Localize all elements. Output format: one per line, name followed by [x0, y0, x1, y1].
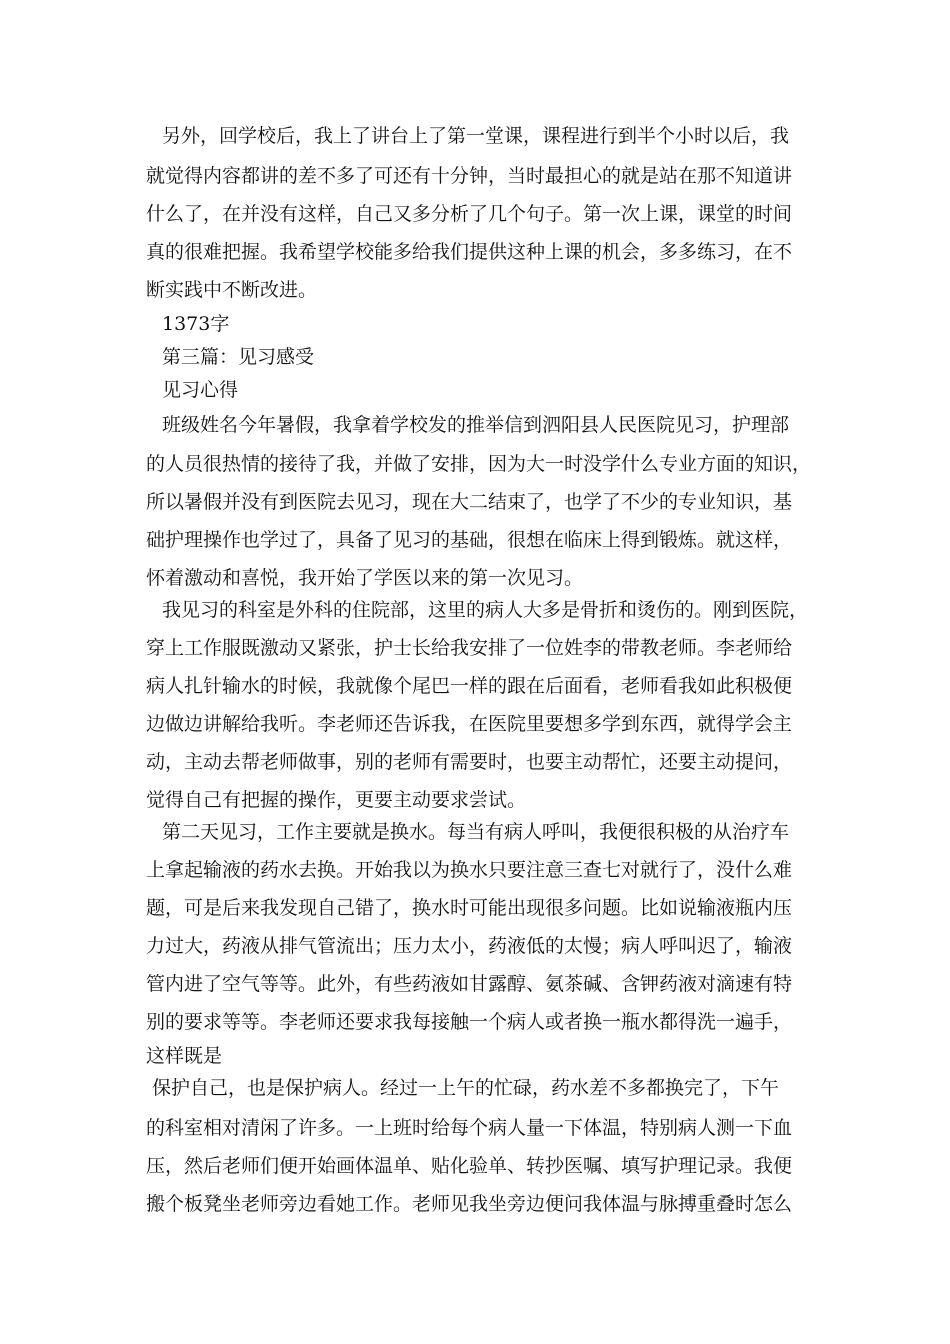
section-subtitle: 见习心得: [162, 379, 239, 401]
text-line: 第二天见习，工作主要就是换水。每当有病人呼叫，我便很积极的从治疗车: [162, 821, 790, 843]
text-line: 就觉得内容都讲的差不多了可还有十分钟，当时最担心的就是站在那不知道讲: [146, 165, 793, 187]
text-line: 这样既是: [146, 1045, 223, 1067]
text-line: 真的很难把握。我希望学校能多给我们提供这种上课的机会，多多练习，在不: [146, 241, 793, 263]
text-line: 穿上工作服既激动又紧张，护士长给我安排了一位姓李的带教老师。李老师给: [146, 637, 793, 659]
text-line: 我见习的科室是外科的住院部，这里的病人大多是骨折和烫伤的。刚到医院，: [162, 599, 809, 621]
text-line: 另外，回学校后，我上了讲台上了第一堂课，课程进行到半个小时以后，我: [162, 125, 790, 147]
text-line: 上拿起输液的药水去换。开始我以为换水只要注意三查七对就行了，没什么难: [146, 859, 793, 881]
text-line: 所以暑假并没有到医院去见习，现在大二结束了，也学了不少的专业知识，基: [146, 491, 793, 513]
text-line: 怀着激动和喜悦，我开始了学医以来的第一次见习。: [146, 567, 584, 589]
text-line: 动，主动去帮老师做事，别的老师有需要时，也要主动帮忙，还要主动提问，: [146, 751, 793, 773]
word-count: 1373字: [162, 313, 230, 335]
section-title: 第三篇：见习感受: [162, 346, 315, 368]
text-line: 别的要求等等。李老师还要求我每接触一个病人或者换一瓶水都得洗一遍手，: [146, 1011, 793, 1033]
text-line: 什么了，在并没有这样，自己又多分析了几个句子。第一次上课，课堂的时间: [146, 203, 793, 225]
text-line: 管内进了空气等等。此外，有些药液如甘露醇、氨茶碱、含钾药液对滴速有特: [146, 973, 793, 995]
text-line: 搬个板凳坐老师旁边看她工作。老师见我坐旁边便问我体温与脉搏重叠时怎么: [146, 1193, 793, 1215]
text-line: 保护自己，也是保护病人。经过一上午的忙碌，药水差不多都换完了，下午: [152, 1077, 780, 1099]
text-line: 病人扎针输水的时候，我就像个尾巴一样的跟在后面看，老师看我如此积极便: [146, 675, 793, 697]
text-line: 班级姓名今年暑假，我拿着学校发的推举信到泗阳县人民医院见习，护理部: [162, 414, 790, 436]
text-line: 础护理操作也学过了，具备了见习的基础，很想在临床上得到锻炼。就这样，: [146, 529, 793, 551]
text-line: 题，可是后来我发现自己错了，换水时可能出现很多问题。比如说输液瓶内压: [146, 897, 793, 919]
text-line: 的人员很热情的接待了我，并做了安排，因为大一时没学什么专业方面的知识，: [146, 453, 812, 475]
text-line: 边做边讲解给我听。李老师还告诉我，在医院里要想多学到东西，就得学会主: [146, 713, 793, 735]
text-line: 压，然后老师们便开始画体温单、贴化验单、转抄医嘱、填写护理记录。我便: [146, 1155, 793, 1177]
text-line: 力过大，药液从排气管流出；压力太小，药液低的太慢；病人呼叫迟了，输液: [146, 935, 793, 957]
text-line: 觉得自己有把握的操作，更要主动要求尝试。: [146, 789, 527, 811]
text-line: 断实践中不断改进。: [146, 279, 318, 301]
text-line: 的科室相对清闲了许多。一上班时给每个病人量一下体温，特别病人测一下血: [146, 1117, 793, 1139]
